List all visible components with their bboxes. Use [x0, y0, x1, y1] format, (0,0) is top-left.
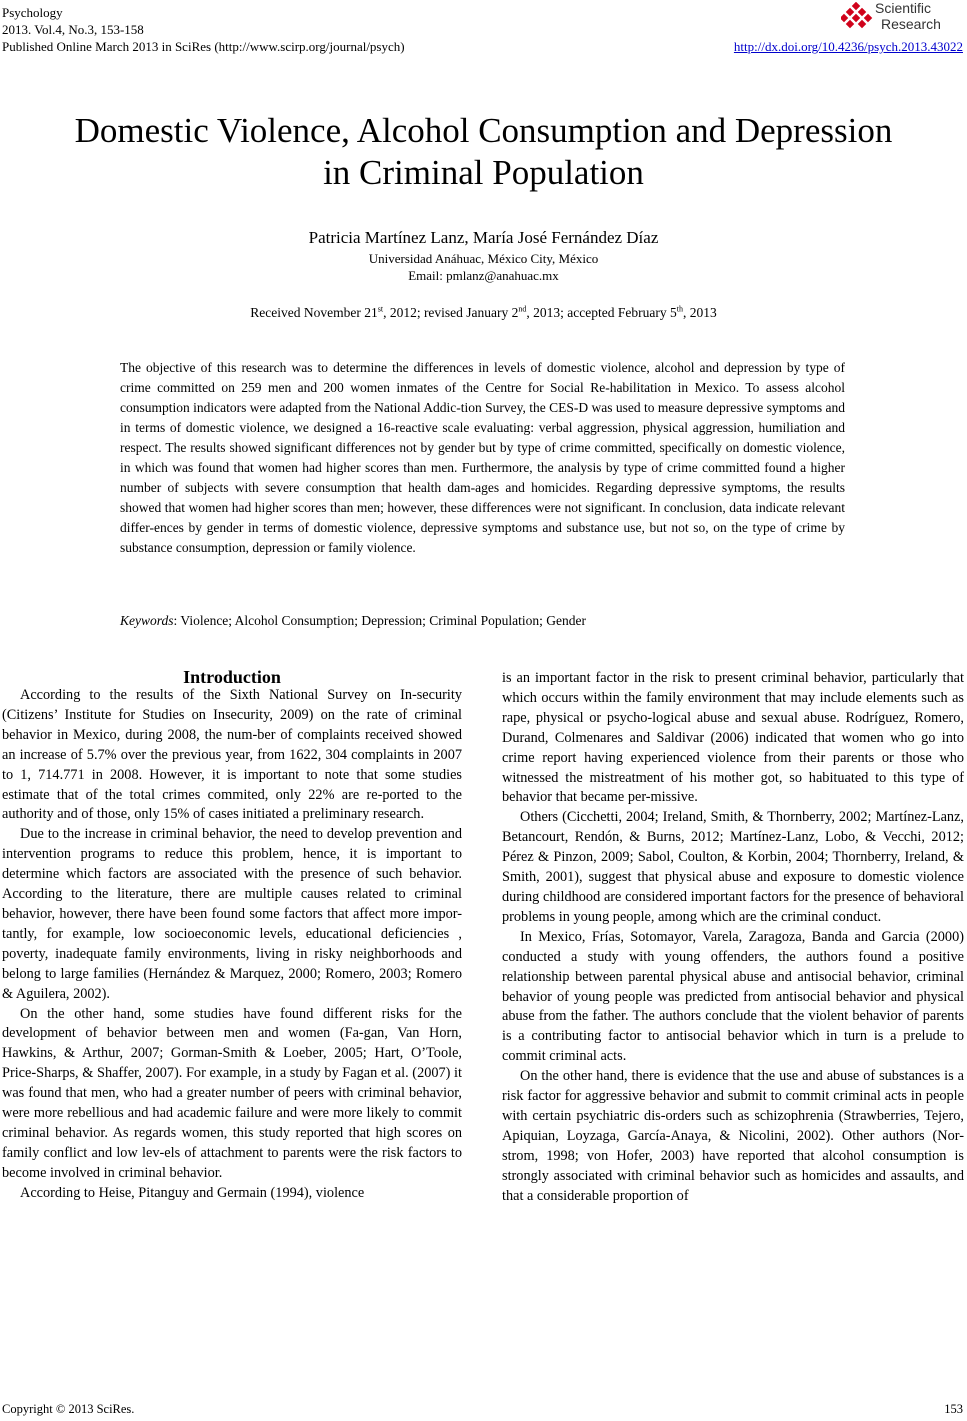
paragraph: According to the results of the Sixth National Survey on In-security (Citizens’ Institute for Studies on Insecurity, 2009) on the rate of criminal behavior in Mexico, during 2008, the num-ber of complaints received showed an increase of 5.7% over the previous year, from 1622, 304 complaints in 2007 to 1, 714.771 in 2008. However, it is important to note that some studies estimate that of the total crimes commited, only 22% are re-ported to the authority and of those, only 15% of cases initiated a preliminary research. [2, 687, 462, 823]
doi-link-wrapper [734, 38, 963, 55]
copyright: Copyright © 2013 SciRes. [2, 1402, 135, 1416]
right-column [502, 669, 964, 1206]
publication-info: Published Online March 2013 in SciRes (http://www.scirp.org/journal/psych) [2, 39, 405, 54]
submission-dates: Received November 21st, 2012; revised January 2nd, 2013; accepted February 5th, 2013 [250, 304, 717, 320]
paragraph: On the other hand, there is evidence that the use and abuse of substances is a risk factor for aggressive behavior and submit to commit criminal acts in people with certain psychiatric dis-orders such as schizophrenia (Strawberries, Tejero, Apiquian, Loyzaga, García-Anaya, & Nicolini, 2002). Other authors (Nor-strom, 1998; von Hofer, 2003) have reported that alcohol consumption is strongly associated with criminal behavior such as homicides and assaults, and that a considerable proportion of [502, 1068, 964, 1204]
logo-diamond-icon [841, 2, 873, 32]
paragraph: is an important factor in the risk to present criminal behavior, particularly that which occurs within the family environment that may include elements such as rape, physical or psycho-logical abuse and sexual abuse. Rodríguez, Romero, Durand, Colmenares and Saldivar (2006) indicated that women who go into crime report having experienced violence from their parents or those who witnessed the mistreatment of his mother got, so habituated to this type of behavior that became per-missive. [502, 670, 964, 806]
running-header [2, 4, 405, 55]
paragraph: Others (Cicchetti, 2004; Ireland, Smith, & Thornberry, 2002; Martínez-Lanz, Betancourt, Rendón, & Burns, 2012; Martínez-Lanz, Lobo, & Vecchi, 2012; Pérez & Pinzon, 2009; Sabol, Coulton, & Korbin, 2004; Thornberry, Ireland, & Smith, 2001), suggest that physical abuse and exposure to domestic violence during childhood are considered important factors for the presence of behavioral problems in young people, among which are the criminal conduct. [502, 809, 964, 925]
page-number: 153 [944, 1402, 963, 1416]
paper-title: Domestic Violence, Alcohol Consumption and Depression in Criminal Population [74, 111, 893, 192]
keywords-list: : Violence; Alcohol Consumption; Depression; Criminal Population; Gender [173, 613, 587, 628]
publisher-logo [841, 0, 961, 36]
paragraph: In Mexico, Frías, Sotomayor, Varela, Zaragoza, Banda and Garcia (2000) conducted a study with young offenders, the authors found a positive relationship between parental physical abuse and antisocial behavior, criminal behavior of young people was predicted from antisocial behavior and physical abuse from the father. The authors conclude that the violent behavior of parents is a contributing factor to antisocial behavior which in turn is a prelude to commit criminal acts. [502, 928, 964, 1065]
paragraph: On the other hand, some studies have found different risks for the development of behavior between men and women (Fa-gan, Van Horn, Hawkins, & Arthur, 2007; Gorman-Smith & Loeber, 2005; Hart, O’Toole, Price-Sharps, & Shaffer, 2007). For example, in a study by Fagan et al. (2007) it was found that men, who had a greater number of peers with criminal behavior, were more rebellious and had academic failure and were more likely to commit criminal behavior. As regards women, this study reported that high scores on family conflict and low lev-els of attachment to parents were the risk factors to become involved in criminal behavior. [2, 1005, 462, 1181]
section-heading-introduction: Introduction [183, 667, 281, 687]
keywords [120, 612, 845, 630]
paragraph: According to Heise, Pitanguy and Germain (1994), violence [20, 1184, 365, 1201]
email: Email: pmlanz@anahuac.mx [408, 268, 559, 283]
keywords-label: Keywords [120, 613, 174, 628]
doi-link[interactable]: http://dx.doi.org/10.4236/psych.2013.43022 [733, 39, 963, 54]
paragraph: Due to the increase in criminal behavior, the need to develop prevention and intervention programs to reduce this problem, hence, it is important to determine which factors are associated with the presence of such behavior. According to the literature, there are multiple causes related to criminal behavior, however, there have been found some factors that affect more impor-tantly, for example, low socioeconomic levels, educational deficiencies , poverty, inadequate family environments, living in risky neighborhoods and belong to large families (Hernández & Marquez, 2000; Romero, 2003; Romero & Aguilera, 2002). [2, 826, 462, 1002]
volume-info: 2013. Vol.4, No.3, 153-158 [2, 22, 144, 37]
author-list: Patricia Martínez Lanz, María José Fernández Díaz [308, 228, 659, 247]
left-column [2, 686, 462, 1204]
journal-name: Psychology [2, 5, 63, 20]
affiliation-block [0, 250, 967, 284]
abstract: The objective of this research was to determine the differences in levels of domestic violence, alcohol and depression by type of crime committed on 259 men and 200 women inmates of the Centre for Social Re-habilitation in Mexico. To assess alcohol consumption indicators were adapted from the National Addic-tion Survey, the CES-D was used to measure depressive symptoms and in terms of domestic violence, we designed a 16-reactive scale evaluating: verbal aggression, physical aggression, humiliation and respect. The results showed significant differences not by gender but by type of crime committed, specifically on domestic violence, in which was found that women had higher scores than men. Furthermore, the analysis by type of crime committed found a higher number of subjects with severe consumption that health dam-ages and homicides. Regarding depressive symptoms, the results showed that women had higher scores than men; however, these differences were not significant. In conclusion, data indicate relevant differ-ences by gender in terms of domestic violence, depressive symptoms and substance use, but not so, on the type of crime by substance consumption, depression or family violence. [120, 360, 845, 555]
affiliation: Universidad Anáhuac, México City, México [368, 251, 599, 266]
logo-wordmark: Scientific Research [875, 0, 941, 32]
